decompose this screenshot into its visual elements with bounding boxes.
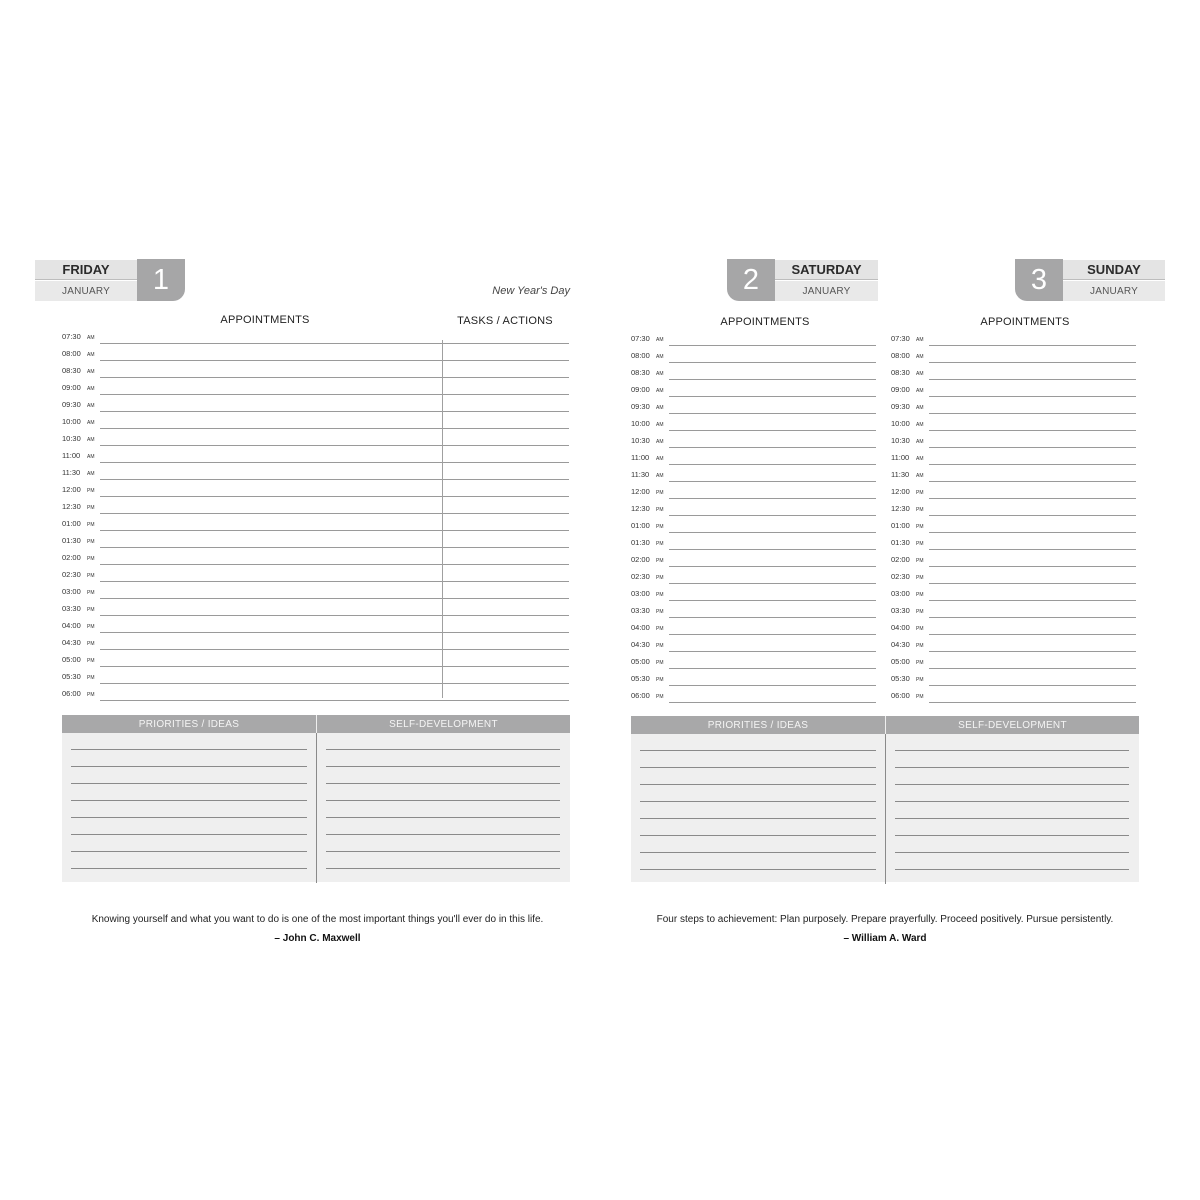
tasks-divider: [442, 340, 443, 698]
am-pm-label: PM: [87, 488, 95, 494]
am-pm-label: PM: [656, 660, 664, 666]
note-line: [640, 801, 876, 802]
note-line: [326, 817, 560, 818]
time-slot[interactable]: [62, 650, 570, 667]
time-label: 03:00: [631, 589, 650, 598]
am-pm-label: AM: [87, 369, 95, 375]
am-pm-label: PM: [916, 524, 924, 530]
am-pm-label: PM: [656, 592, 664, 598]
am-pm-label: AM: [656, 337, 664, 343]
time-slot[interactable]: [62, 429, 570, 446]
time-slot[interactable]: [62, 361, 570, 378]
am-pm-label: AM: [656, 354, 664, 360]
left-notes-box: [62, 715, 570, 882]
time-label: 07:30: [631, 334, 650, 343]
time-label: 02:00: [891, 555, 910, 564]
time-label: 05:00: [891, 657, 910, 666]
time-slot[interactable]: [891, 465, 1139, 482]
am-pm-label: PM: [656, 609, 664, 615]
am-pm-label: PM: [916, 541, 924, 547]
time-slot[interactable]: [631, 567, 879, 584]
time-label: 06:00: [631, 691, 650, 700]
writing-line: [669, 702, 876, 703]
note-line: [640, 869, 876, 870]
am-pm-label: AM: [656, 473, 664, 479]
sunday-day-name: SUNDAY: [1063, 260, 1165, 280]
time-slot[interactable]: [62, 667, 570, 684]
right-page: [600, 0, 1200, 1200]
note-line: [640, 818, 876, 819]
time-slot[interactable]: [891, 448, 1139, 465]
note-line: [895, 818, 1129, 819]
time-slot[interactable]: [62, 582, 570, 599]
note-line: [640, 852, 876, 853]
time-slot[interactable]: [631, 618, 879, 635]
note-line: [640, 767, 876, 768]
note-line: [326, 749, 560, 750]
time-slot[interactable]: [891, 618, 1139, 635]
time-slot[interactable]: [891, 482, 1139, 499]
time-label: 03:30: [891, 606, 910, 615]
sunday-month-name: JANUARY: [1063, 281, 1165, 301]
time-slot[interactable]: [891, 669, 1139, 686]
time-label: 09:00: [62, 383, 81, 392]
time-slot[interactable]: [62, 412, 570, 429]
am-pm-label: PM: [916, 694, 924, 700]
time-label: 01:30: [891, 538, 910, 547]
am-pm-label: AM: [656, 371, 664, 377]
time-slot[interactable]: [62, 531, 570, 548]
time-slot[interactable]: [631, 380, 879, 397]
note-line: [895, 767, 1129, 768]
time-slot[interactable]: [891, 533, 1139, 550]
time-label: 01:30: [62, 536, 81, 545]
time-label: 01:30: [631, 538, 650, 547]
time-slot[interactable]: [631, 686, 879, 703]
am-pm-label: PM: [87, 641, 95, 647]
right-notes-lines: [631, 716, 1139, 882]
right-self-development-header: SELF-DEVELOPMENT: [886, 716, 1139, 734]
time-label: 11:30: [62, 468, 81, 477]
time-slot[interactable]: [631, 431, 879, 448]
time-slot[interactable]: [631, 363, 879, 380]
note-line: [640, 835, 876, 836]
am-pm-label: AM: [916, 422, 924, 428]
am-pm-label: PM: [656, 694, 664, 700]
note-line: [71, 817, 307, 818]
am-pm-label: AM: [87, 471, 95, 477]
am-pm-label: AM: [87, 437, 95, 443]
time-label: 02:00: [62, 553, 81, 562]
time-label: 02:30: [62, 570, 81, 579]
am-pm-label: AM: [87, 335, 95, 341]
time-label: 04:30: [891, 640, 910, 649]
am-pm-label: AM: [916, 439, 924, 445]
time-slot[interactable]: [62, 514, 570, 531]
time-slot[interactable]: [631, 652, 879, 669]
time-slot[interactable]: [62, 548, 570, 565]
time-label: 12:30: [891, 504, 910, 513]
time-label: 12:00: [631, 487, 650, 496]
note-line: [895, 784, 1129, 785]
time-label: 03:00: [62, 587, 81, 596]
time-label: 05:00: [62, 655, 81, 664]
am-pm-label: AM: [87, 454, 95, 460]
am-pm-label: PM: [87, 522, 95, 528]
am-pm-label: PM: [87, 658, 95, 664]
time-slot[interactable]: [891, 635, 1139, 652]
am-pm-label: PM: [87, 556, 95, 562]
time-label: 04:00: [62, 621, 81, 630]
time-label: 10:30: [891, 436, 910, 445]
note-line: [71, 851, 307, 852]
am-pm-label: AM: [916, 337, 924, 343]
am-pm-label: PM: [87, 624, 95, 630]
am-pm-label: PM: [656, 490, 664, 496]
time-slot[interactable]: [891, 601, 1139, 618]
time-slot[interactable]: [62, 395, 570, 412]
notes-lines: [62, 715, 570, 882]
sunday-date-number: 3: [1015, 259, 1063, 301]
appointments-heading: APPOINTMENTS: [220, 314, 310, 326]
saturday-day-name: SATURDAY: [775, 260, 878, 280]
note-line: [71, 834, 307, 835]
time-label: 03:30: [62, 604, 81, 613]
am-pm-label: AM: [916, 473, 924, 479]
time-label: 11:00: [631, 453, 650, 462]
time-slot[interactable]: [891, 567, 1139, 584]
time-slot[interactable]: [891, 550, 1139, 567]
am-pm-label: AM: [656, 456, 664, 462]
note-line: [71, 749, 307, 750]
am-pm-label: PM: [656, 507, 664, 513]
time-slot[interactable]: [62, 463, 570, 480]
am-pm-label: PM: [87, 505, 95, 511]
note-line: [640, 784, 876, 785]
note-line: [895, 835, 1129, 836]
time-label: 05:30: [62, 672, 81, 681]
am-pm-label: PM: [656, 626, 664, 632]
time-label: 07:30: [62, 332, 81, 341]
time-slot[interactable]: [891, 329, 1139, 346]
time-slot[interactable]: [631, 448, 879, 465]
am-pm-label: AM: [87, 403, 95, 409]
time-label: 04:00: [891, 623, 910, 632]
time-slot[interactable]: [891, 499, 1139, 516]
time-slot[interactable]: [631, 533, 879, 550]
quote-text: Knowing yourself and what you want to do is one of the most important things you'll ever do in this life.: [91, 914, 544, 925]
right-quote-author: – William A. Ward: [843, 933, 927, 944]
time-label: 08:30: [62, 366, 81, 375]
time-slot[interactable]: [631, 601, 879, 618]
time-label: 12:00: [62, 485, 81, 494]
am-pm-label: AM: [916, 456, 924, 462]
time-slot[interactable]: [891, 363, 1139, 380]
note-line: [640, 750, 876, 751]
time-slot[interactable]: [631, 346, 879, 363]
am-pm-label: PM: [916, 660, 924, 666]
time-label: 02:00: [631, 555, 650, 564]
time-label: 08:30: [891, 368, 910, 377]
time-slot[interactable]: [62, 327, 570, 344]
time-label: 04:30: [631, 640, 650, 649]
time-slot[interactable]: [891, 516, 1139, 533]
note-line: [895, 869, 1129, 870]
time-label: 09:00: [631, 385, 650, 394]
time-slot[interactable]: [62, 497, 570, 514]
am-pm-label: PM: [656, 558, 664, 564]
quote-author: – John C. Maxwell: [274, 933, 361, 944]
am-pm-label: AM: [916, 371, 924, 377]
am-pm-label: AM: [87, 420, 95, 426]
note-line: [895, 750, 1129, 751]
time-slot[interactable]: [891, 686, 1139, 703]
time-slot[interactable]: [62, 633, 570, 650]
am-pm-label: PM: [916, 507, 924, 513]
time-label: 09:00: [891, 385, 910, 394]
time-slot[interactable]: [891, 431, 1139, 448]
time-label: 12:30: [62, 502, 81, 511]
time-label: 11:30: [631, 470, 650, 479]
saturday-date-number: 2: [727, 259, 775, 301]
am-pm-label: PM: [916, 558, 924, 564]
month-name: JANUARY: [35, 281, 137, 301]
am-pm-label: PM: [656, 541, 664, 547]
holiday-label: New Year's Day: [492, 285, 570, 297]
time-slot[interactable]: [891, 346, 1139, 363]
priorities-header: PRIORITIES / IDEAS: [62, 715, 316, 733]
time-label: 12:00: [891, 487, 910, 496]
time-slot[interactable]: [631, 584, 879, 601]
am-pm-label: PM: [87, 573, 95, 579]
time-label: 09:30: [631, 402, 650, 411]
sunday-schedule: [891, 329, 1139, 704]
time-label: 10:30: [62, 434, 81, 443]
note-line: [895, 801, 1129, 802]
left-schedule: [62, 327, 570, 702]
am-pm-label: AM: [916, 354, 924, 360]
time-label: 12:30: [631, 504, 650, 513]
time-label: 04:00: [631, 623, 650, 632]
am-pm-label: PM: [87, 692, 95, 698]
am-pm-label: AM: [656, 439, 664, 445]
time-slot[interactable]: [62, 344, 570, 361]
note-line: [326, 766, 560, 767]
time-slot[interactable]: [631, 516, 879, 533]
time-slot[interactable]: [62, 565, 570, 582]
date-number: 1: [137, 259, 185, 301]
time-label: 10:00: [62, 417, 81, 426]
time-slot[interactable]: [891, 584, 1139, 601]
time-slot[interactable]: [631, 465, 879, 482]
am-pm-label: PM: [656, 643, 664, 649]
time-label: 10:30: [631, 436, 650, 445]
time-slot[interactable]: [631, 397, 879, 414]
time-label: 01:00: [62, 519, 81, 528]
time-label: 05:30: [631, 674, 650, 683]
time-slot[interactable]: [631, 414, 879, 431]
am-pm-label: AM: [656, 388, 664, 394]
time-slot[interactable]: [62, 446, 570, 463]
right-quote-text: Four steps to achievement: Plan purposely. Prepare prayerfully. Proceed positively. Pursue persistently.: [656, 914, 1114, 925]
note-line: [71, 800, 307, 801]
saturday-appointments-heading: APPOINTMENTS: [720, 316, 810, 328]
sunday-appointments-heading: APPOINTMENTS: [980, 316, 1070, 328]
am-pm-label: AM: [87, 386, 95, 392]
day-name: FRIDAY: [35, 260, 137, 280]
am-pm-label: PM: [916, 575, 924, 581]
self-development-header: SELF-DEVELOPMENT: [317, 715, 570, 733]
am-pm-label: PM: [87, 607, 95, 613]
am-pm-label: AM: [656, 405, 664, 411]
note-line: [71, 783, 307, 784]
am-pm-label: PM: [656, 524, 664, 530]
note-line: [326, 783, 560, 784]
time-label: 01:00: [631, 521, 650, 530]
note-line: [71, 766, 307, 767]
time-label: 03:30: [631, 606, 650, 615]
writing-line: [100, 700, 569, 701]
am-pm-label: AM: [87, 352, 95, 358]
time-slot[interactable]: [62, 599, 570, 616]
am-pm-label: PM: [656, 677, 664, 683]
time-slot[interactable]: [631, 550, 879, 567]
note-line: [895, 852, 1129, 853]
time-label: 09:30: [891, 402, 910, 411]
time-slot[interactable]: [631, 329, 879, 346]
time-label: 05:00: [631, 657, 650, 666]
time-label: 06:00: [891, 691, 910, 700]
am-pm-label: PM: [87, 539, 95, 545]
note-line: [326, 800, 560, 801]
time-slot[interactable]: [62, 378, 570, 395]
tasks-heading: TASKS / ACTIONS: [457, 315, 553, 327]
time-label: 10:00: [631, 419, 650, 428]
am-pm-label: AM: [916, 388, 924, 394]
time-slot[interactable]: [62, 616, 570, 633]
time-label: 02:30: [891, 572, 910, 581]
time-label: 04:30: [62, 638, 81, 647]
time-label: 02:30: [631, 572, 650, 581]
right-notes-box: [631, 716, 1139, 882]
right-priorities-header: PRIORITIES / IDEAS: [631, 716, 885, 734]
time-label: 10:00: [891, 419, 910, 428]
time-slot[interactable]: [891, 380, 1139, 397]
time-label: 08:00: [891, 351, 910, 360]
time-slot[interactable]: [631, 635, 879, 652]
am-pm-label: PM: [916, 490, 924, 496]
time-label: 11:00: [62, 451, 81, 460]
time-slot[interactable]: [891, 414, 1139, 431]
note-line: [326, 834, 560, 835]
time-slot[interactable]: [631, 669, 879, 686]
time-label: 11:30: [891, 470, 910, 479]
time-slot[interactable]: [62, 684, 570, 701]
am-pm-label: PM: [916, 626, 924, 632]
time-label: 07:30: [891, 334, 910, 343]
time-slot[interactable]: [631, 499, 879, 516]
time-label: 11:00: [891, 453, 910, 462]
am-pm-label: PM: [916, 643, 924, 649]
time-label: 01:00: [891, 521, 910, 530]
am-pm-label: AM: [916, 405, 924, 411]
am-pm-label: PM: [87, 675, 95, 681]
am-pm-label: PM: [916, 677, 924, 683]
am-pm-label: PM: [916, 609, 924, 615]
time-label: 05:30: [891, 674, 910, 683]
saturday-month-name: JANUARY: [775, 281, 878, 301]
time-label: 06:00: [62, 689, 81, 698]
time-slot[interactable]: [891, 397, 1139, 414]
time-label: 08:00: [631, 351, 650, 360]
saturday-schedule: [631, 329, 879, 704]
note-line: [326, 868, 560, 869]
time-label: 03:00: [891, 589, 910, 598]
time-slot[interactable]: [62, 480, 570, 497]
time-label: 08:00: [62, 349, 81, 358]
am-pm-label: PM: [656, 575, 664, 581]
writing-line: [929, 702, 1136, 703]
note-line: [71, 868, 307, 869]
am-pm-label: AM: [656, 422, 664, 428]
am-pm-label: PM: [87, 590, 95, 596]
time-slot[interactable]: [891, 652, 1139, 669]
time-label: 08:30: [631, 368, 650, 377]
time-label: 09:30: [62, 400, 81, 409]
time-slot[interactable]: [631, 482, 879, 499]
note-line: [326, 851, 560, 852]
am-pm-label: PM: [916, 592, 924, 598]
